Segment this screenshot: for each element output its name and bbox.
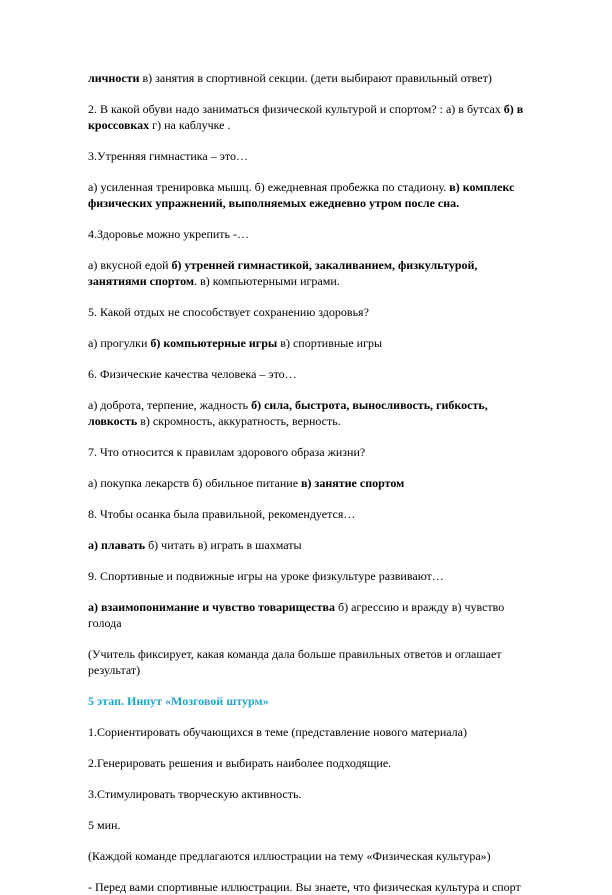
text-run: 6. Физические качества человека – это… xyxy=(88,367,297,381)
bold-text: а) плавать xyxy=(88,538,146,552)
text-run: в) скромность, аккуратность, верность. xyxy=(137,414,341,428)
text-run: а) доброта, терпение, жадность xyxy=(88,398,252,412)
section-heading: 5 этап. Инпут «Мозговой штурм» xyxy=(88,694,269,708)
paragraph-q9 xyxy=(88,568,524,584)
text-run: в) спортивные игры xyxy=(277,336,383,350)
paragraph-note2 xyxy=(88,848,524,864)
text-run: 2.Генерировать решения и выбирать наиболее подходящие. xyxy=(88,756,392,770)
text-run: 2. В какой обуви надо заниматься физической культурой и спортом? : а) в бутсах xyxy=(88,102,504,116)
text-run: 3.Утренняя гимнастика – это… xyxy=(88,149,248,163)
bold-text: б) сила, быстрота, выносливость, гибкость, ловкость xyxy=(88,398,488,428)
text-run: 5 мин. xyxy=(88,818,121,832)
paragraph-q6 xyxy=(88,366,524,382)
text-run: 8. Чтобы осанка была правильной, рекомендуется… xyxy=(88,507,356,521)
paragraph-goal3 xyxy=(88,786,524,802)
text-run: . в) компьютерными играми. xyxy=(194,274,340,288)
paragraph-note1 xyxy=(88,646,524,678)
text-run: в) занятия в спортивной секции. (дети выбирают правильный ответ) xyxy=(139,71,492,85)
paragraph-goal1 xyxy=(88,724,524,740)
paragraph-a5 xyxy=(88,335,524,351)
paragraph-q5 xyxy=(88,304,524,320)
document-body xyxy=(88,70,524,895)
paragraph-q7 xyxy=(88,444,524,460)
paragraph-a8 xyxy=(88,537,524,553)
text-run: 1.Сориентировать обучающихся в теме (представление нового материала) xyxy=(88,725,467,739)
paragraph-stage5 xyxy=(88,693,524,709)
bold-text: б) компьютерные игры xyxy=(150,336,278,350)
text-run: а) покупка лекарств б) обильное питание xyxy=(88,476,302,490)
paragraph-a6 xyxy=(88,397,524,429)
text-run: а) вкусной едой xyxy=(88,258,172,272)
text-run: 9. Спортивные и подвижные игры на уроке физкультуре развивают… xyxy=(88,569,444,583)
paragraph-time xyxy=(88,817,524,833)
text-run: - Перед вами спортивные иллюстрации. Вы знаете, что физическая культура и спорт xyxy=(88,880,521,894)
bold-text: личности xyxy=(88,71,140,85)
text-run: 4.Здоровье можно укрепить -… xyxy=(88,227,250,241)
paragraph-a7 xyxy=(88,475,524,491)
bold-text: б) в кроссовках xyxy=(88,102,524,132)
paragraph-goal2 xyxy=(88,755,524,771)
text-run: б) читать в) играть в шахматы xyxy=(145,538,302,552)
bold-text: а) взаимопонимание и чувство товарищества xyxy=(88,600,335,614)
text-run: 7. Что относится к правилам здорового образа жизни? xyxy=(88,445,366,459)
text-run: 3.Стимулировать творческую активность. xyxy=(88,787,302,801)
paragraph-a4 xyxy=(88,257,524,289)
text-run: а) прогулки xyxy=(88,336,151,350)
paragraph-q4 xyxy=(88,226,524,242)
text-run: (Учитель фиксирует, какая команда дала больше правильных ответов и оглашает результат) xyxy=(88,647,502,677)
bold-text: в) занятие спортом xyxy=(301,476,405,490)
paragraph-q3 xyxy=(88,148,524,164)
paragraph-p1 xyxy=(88,70,524,86)
paragraph-a9 xyxy=(88,599,524,631)
bold-text: в) комплекс физических упражнений, выполняемых ежедневно утром после сна. xyxy=(88,180,515,210)
paragraph-q2 xyxy=(88,101,524,133)
paragraph-a3 xyxy=(88,179,524,211)
text-run: г) на каблучке . xyxy=(149,118,231,132)
bold-text: б) утренней гимнастикой, закаливанием, физкультурой, занятиями спортом xyxy=(88,258,478,288)
text-run: б) агрессию и вражду в) чувство голода xyxy=(88,600,505,630)
text-run: 5. Какой отдых не способствует сохранению здоровья? xyxy=(88,305,369,319)
paragraph-q8 xyxy=(88,506,524,522)
text-run: (Каждой команде предлагаются иллюстрации на тему «Физическая культура») xyxy=(88,849,491,863)
paragraph-speech xyxy=(88,879,524,895)
text-run: а) усиленная тренировка мышц. б) ежедневная пробежка по стадиону. xyxy=(88,180,450,194)
